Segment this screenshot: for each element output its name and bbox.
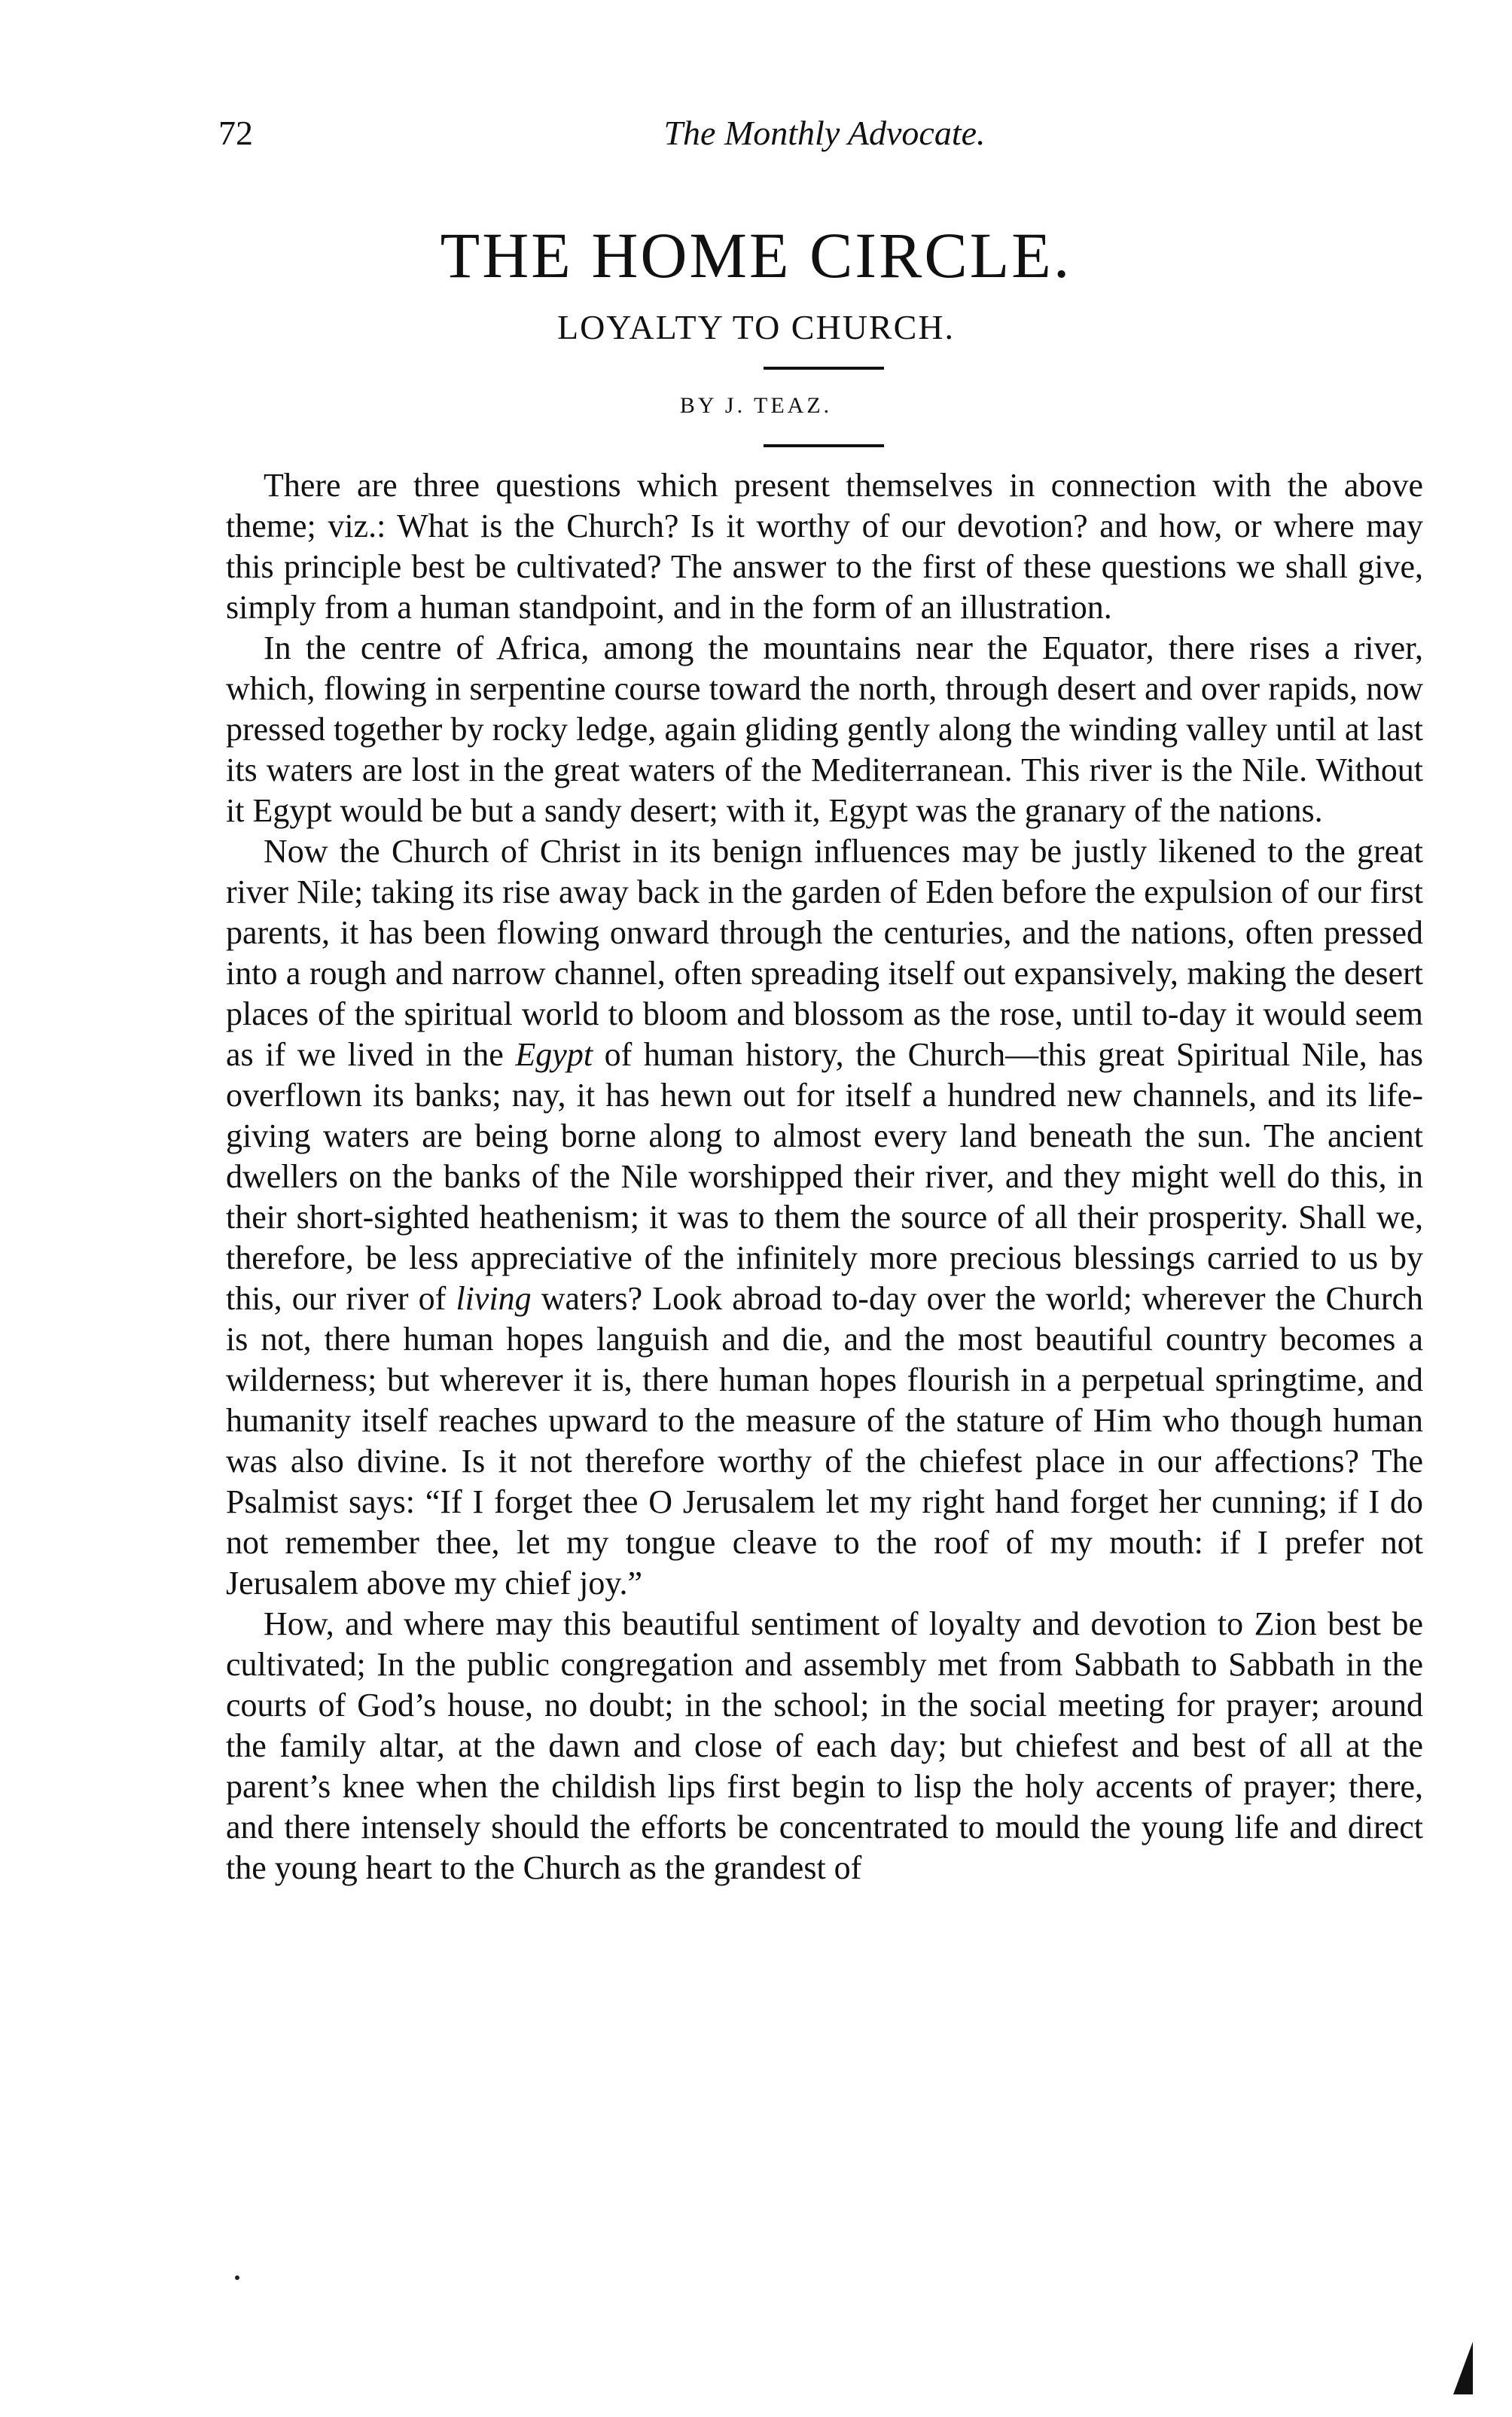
paragraph-2: In the centre of Africa, among the mountains near the Equator, there rises a river, which, flowing in serpentine course toward the north, through desert and over rapids, now pressed together by rocky ledge, again gliding gently along the winding valley until at last its waters are lost in the great waters of the Mediterranean. This river is the Nile. Without it Egypt would be but a sandy desert; with it, Egypt was the granary of the nations. [226,629,1423,829]
running-head [218,113,1431,158]
page-number: 72 [218,114,253,152]
title-rule [764,367,884,370]
print-speck [235,2275,239,2280]
emphasis-living: living [456,1280,532,1317]
paragraph-3 [226,831,1423,1604]
emphasis-egypt: Egypt [515,1036,593,1073]
paragraph-3-part-2: of human history, the Church—this great Spiritual Nile, has overflown its banks; nay, it has hewn out for itself a hundred new channels, and its life-giving waters are being borne along to almost every land beneath the sun. The ancient dwellers on the banks of the Nile worshipped their river, and they might well do this, in their short-sighted heathenism; it was to them the source of all their prosperity. Shall we, therefore, be less appreciative of the infinitely more precious blessings carried to us by this, our river of [226,1036,1423,1317]
paragraph-1: There are three questions which present themselves in connection with the above theme; viz.: What is the Church? Is it worthy of our devotion? and how, or where may this principle best be cultivated? The answer to the first of these questions we shall give, simply from a human standpoint, and in the form of an illustration. [226,467,1423,626]
byline-rule [764,444,884,447]
article-body [226,465,1423,1888]
paragraph-3-part-1: Now the Church of Christ in its benign influences may be justly likened to the great river Nile; taking its rise away back in the garden of Eden before the expulsion of our first parents, it has been flowing onward through the centuries, and the nations, often pressed into a rough and narrow channel, often spreading itself out expansively, making the desert places of the spiritual world to bloom and blossom as the rose, until to-day it would seem as if we lived in the [226,833,1423,1073]
article-title: LOYALTY TO CHURCH. [556,308,955,346]
section-title: THE HOME CIRCLE. [440,219,1072,291]
scan-corner-mark [1453,2342,1473,2394]
paragraph-3-part-3: waters? Look abroad to-day over the world; wherever the Church is not, there human hopes languish and die, and the most beautiful country becomes a wilderness; but wherever it is, there human hopes flourish in a perpetual springtime, and humanity itself reaches upward to the measure of the stature of Him who though human was also divine. Is it not therefore worthy of the chiefest place in our affections? The Psalmist says: “If I forget thee O Jerusalem let my right hand forget her cunning; if I do not remember thee, let my tongue cleave to the roof of my mouth: if I prefer not Jerusalem above my chief joy.” [226,1280,1424,1602]
paragraph-4: How, and where may this beautiful sentiment of loyalty and devotion to Zion best be cultivated; In the public congregation and assembly met from Sabbath to Sabbath in the courts of God’s house, no doubt; in the school; in the social meeting for prayer; around the family altar, at the dawn and close of each day; but chiefest and best of all at the parent’s knee when the childish lips first begin to lisp the holy accents of prayer; there, and there intensely should the efforts be concentrated to mould the young life and direct the young heart to the Church as the grandest of [226,1605,1423,1886]
byline: BY J. TEAZ. [679,393,833,418]
journal-title: The Monthly Advocate. [663,114,986,152]
